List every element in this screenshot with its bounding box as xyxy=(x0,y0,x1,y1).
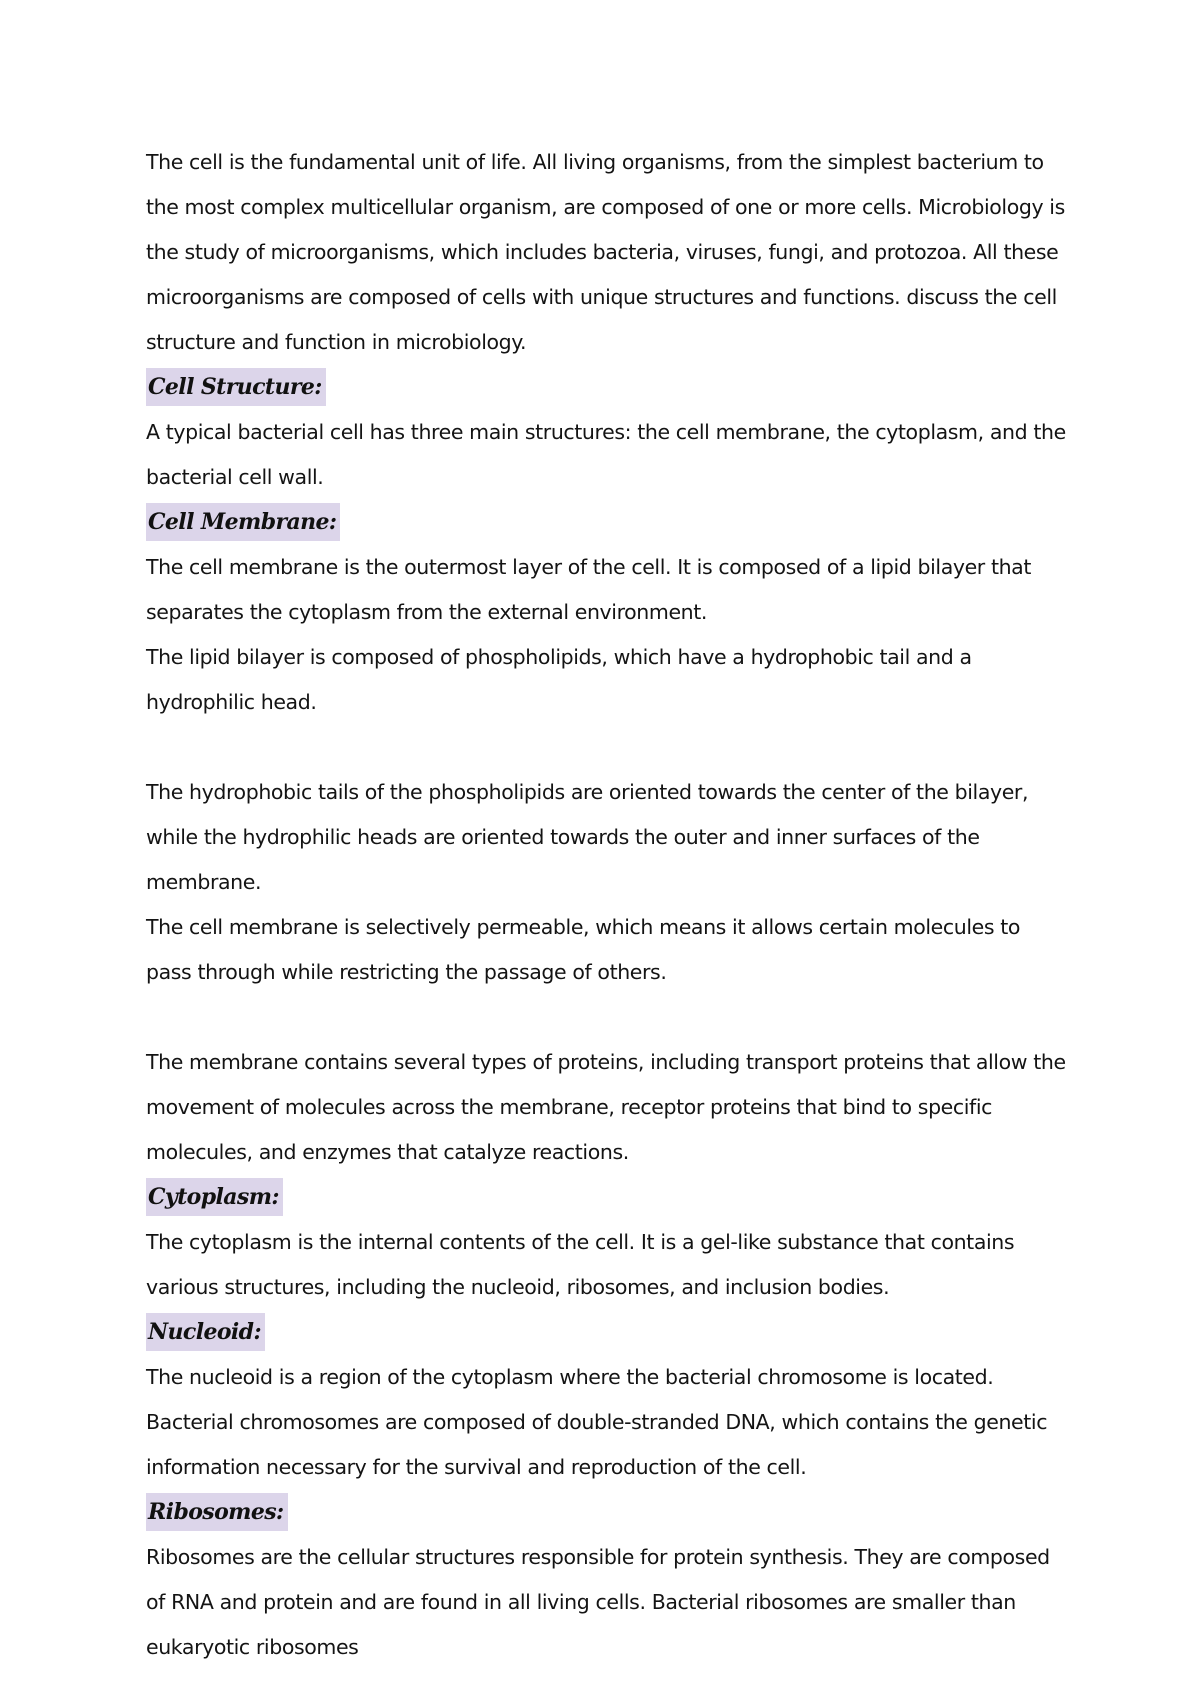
paragraph-gap xyxy=(146,995,1066,1040)
cytoplasm-paragraph: The cytoplasm is the internal contents of the cell. It is a gel-like substance that contains various structures, including the nucleoid, ribosomes, and inclusion bodies. xyxy=(146,1230,1021,1299)
cell-membrane-paragraph-3: The hydrophobic tails of the phospholipids are oriented towards the center of the bilayer, while the hydrophilic heads are oriented towards the outer and inner surfaces of the membrane. xyxy=(146,780,1035,894)
heading-nucleoid: Nucleoid: xyxy=(146,1313,265,1351)
document-page xyxy=(146,140,1072,1670)
paragraph-gap xyxy=(146,725,1066,770)
heading-row-cytoplasm xyxy=(146,1175,1066,1220)
heading-cell-structure: Cell Structure: xyxy=(146,368,326,406)
heading-row-cell-membrane xyxy=(146,500,1066,545)
nucleoid-paragraph: The nucleoid is a region of the cytoplasm where the bacterial chromosome is located. Bacterial chromosomes are composed of double-stranded DNA, which contains the genetic information necessary for the survival and reproduction of the cell. xyxy=(146,1365,1054,1479)
cell-membrane-paragraph-4: The cell membrane is selectively permeable, which means it allows certain molecules to pass through while restricting the passage of others. xyxy=(146,915,1027,984)
cell-structure-paragraph: A typical bacterial cell has three main structures: the cell membrane, the cytoplasm, and the bacterial cell wall. xyxy=(146,420,1072,489)
cell-membrane-paragraph-2: The lipid bilayer is composed of phospholipids, which have a hydrophobic tail and a hydrophilic head. xyxy=(146,645,978,714)
cell-membrane-paragraph-5: The membrane contains several types of proteins, including transport proteins that allow the movement of molecules across the membrane, receptor proteins that bind to specific molecules, and enzymes that catalyze reactions. xyxy=(146,1050,1072,1164)
heading-ribosomes: Ribosomes: xyxy=(146,1493,288,1531)
heading-row-cell-structure xyxy=(146,365,1066,410)
heading-cell-membrane: Cell Membrane: xyxy=(146,503,340,541)
heading-row-nucleoid xyxy=(146,1310,1066,1355)
heading-cytoplasm: Cytoplasm: xyxy=(146,1178,283,1216)
cell-membrane-paragraph-1: The cell membrane is the outermost layer of the cell. It is composed of a lipid bilayer that separates the cytoplasm from the external environment. xyxy=(146,555,1038,624)
intro-paragraph: The cell is the fundamental unit of life. All living organisms, from the simplest bacterium to the most complex multicellular organism, are composed of one or more cells. Microbiology is the study of microorganisms, which includes bacteria, viruses, fungi, and protozoa. All these microorganisms are composed of cells with unique structures and functions. discuss the cell structure and function in microbiology. xyxy=(146,150,1071,354)
ribosomes-paragraph: Ribosomes are the cellular structures responsible for protein synthesis. They are composed of RNA and protein and are found in all living cells. Bacterial ribosomes are smaller than eukaryotic ribosomes xyxy=(146,1545,1056,1659)
heading-row-ribosomes xyxy=(146,1490,1066,1535)
